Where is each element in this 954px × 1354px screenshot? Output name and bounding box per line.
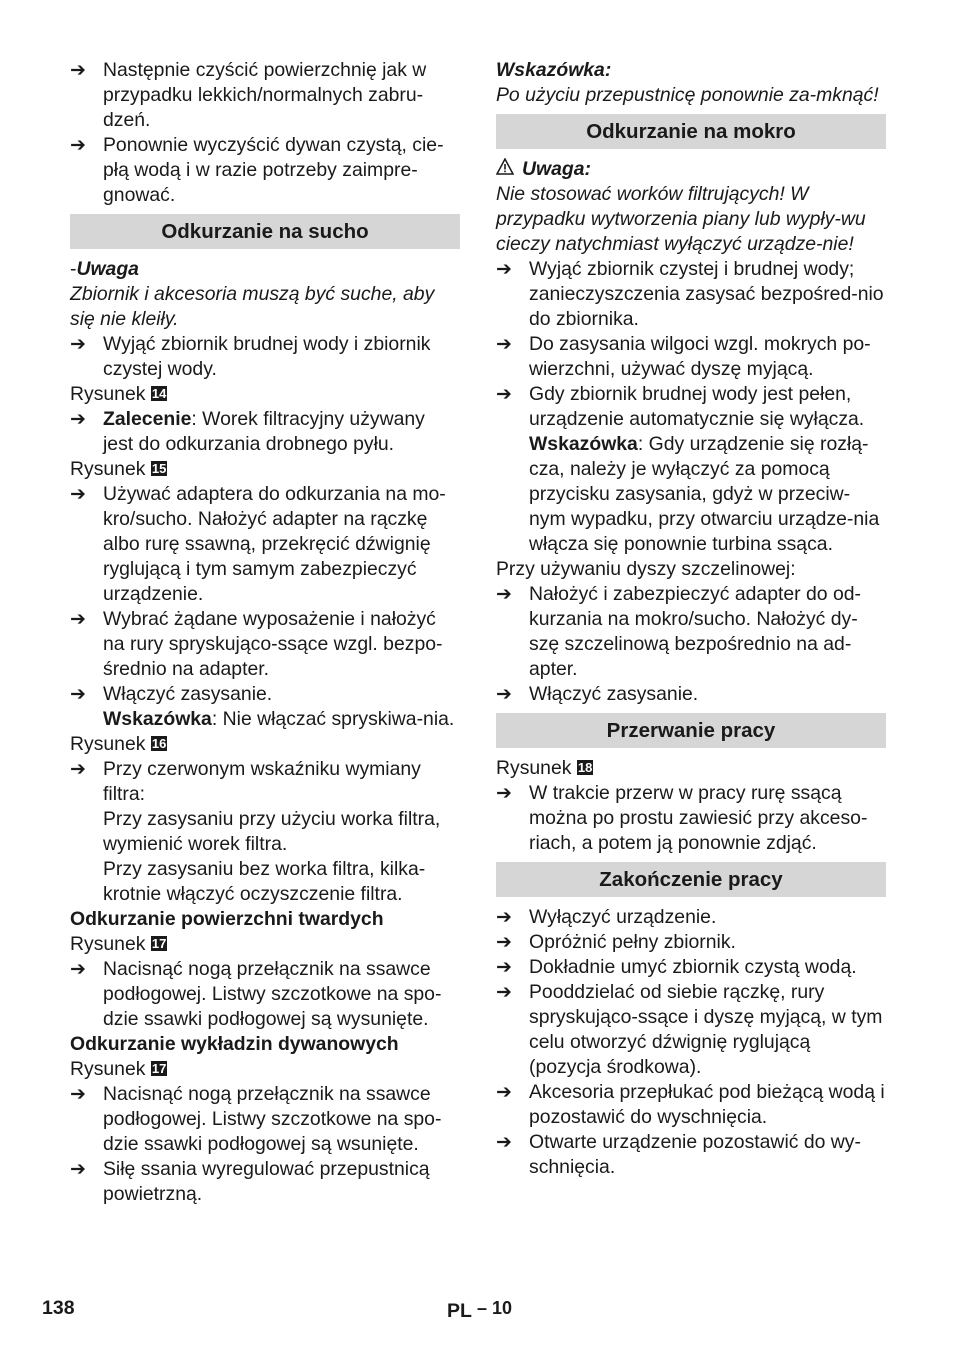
arrow-right-icon: ➔	[496, 684, 512, 705]
figure-number-badge: 17	[151, 1061, 167, 1076]
section-heading-wet: Odkurzanie na mokro	[496, 114, 886, 149]
arrow-right-icon: ➔	[496, 957, 512, 978]
paragraph: Przy używaniu dyszy szczelinowej:	[496, 558, 796, 580]
list-item: ➔ Otwarte urządzenie pozostawić do wy-schnięcia.	[496, 1131, 861, 1178]
figure-reference: Rysunek 15	[70, 458, 167, 480]
figure-reference: Rysunek 17	[70, 1058, 167, 1080]
section-heading-end: Zakończenie pracy	[496, 862, 886, 897]
arrow-right-icon: ➔	[70, 484, 86, 505]
tip-text: Po użyciu przepustnicę ponownie za-mknąć!	[496, 84, 879, 106]
arrow-right-icon: ➔	[70, 135, 86, 156]
arrow-right-icon: ➔	[496, 259, 512, 280]
right-column	[496, 58, 886, 1180]
arrow-right-icon: ➔	[496, 907, 512, 928]
arrow-right-icon: ➔	[496, 584, 512, 605]
section-heading-dry: Odkurzanie na sucho	[70, 214, 460, 249]
list-item: ➔ W trakcie przerw w pracy rurę ssącą można po prostu zawiesić przy akceso-riach, a potem ją ponownie zdjąć.	[496, 782, 868, 854]
list-item: ➔ Włączyć zasysanie.	[70, 683, 273, 705]
list-item: ➔ Zalecenie: Worek filtracyjny używany jest do odkurzania drobnego pyłu.	[70, 408, 425, 455]
sub-paragraph: Przy zasysaniu przy użyciu worka filtra, wymienić worek filtra.	[103, 808, 441, 855]
arrow-right-icon: ➔	[70, 959, 86, 980]
figure-number-badge: 14	[151, 386, 167, 401]
arrow-right-icon: ➔	[70, 759, 86, 780]
page-number: 138	[42, 1297, 75, 1319]
warning-text: Nie stosować worków filtrujących! W przypadku wytworzenia piany lub wypły-wu cieczy natychmiast wyłączyć urządze-nie!	[496, 183, 866, 255]
list-item: ➔ Nacisnąć nogą przełącznik na ssawce podłogowej. Listwy szczotkowe na spo-dzie ssawki podłogowej są wysunięte.	[70, 958, 442, 1030]
warning-title: Uwaga:	[496, 157, 886, 182]
figure-number-badge: 18	[577, 760, 593, 775]
list-item: ➔ Siłę ssania wyregulować przepustnicą powietrzną.	[70, 1158, 430, 1205]
arrow-right-icon: ➔	[70, 1159, 86, 1180]
list-item: ➔ Wybrać żądane wyposażenie i nałożyć na rury spryskująco-ssące wzgl. bezpo-średnio na adapter.	[70, 608, 443, 680]
list-item: ➔ Ponownie wyczyścić dywan czystą, cie-płą wodą i w razie potrzeby zaimpre-gnować.	[70, 134, 444, 206]
warning-text: Zbiornik i akcesoria muszą być suche, aby się nie kleiły.	[70, 283, 435, 330]
list-item: ➔ Przy czerwonym wskaźniku wymiany filtra:	[70, 758, 421, 805]
subsection-title-hard: Odkurzanie powierzchni twardych	[70, 908, 384, 930]
arrow-right-icon: ➔	[70, 1084, 86, 1105]
list-item: ➔ Nałożyć i zabezpieczyć adapter do od-kurzania na mokro/sucho. Nałożyć dy-szę szczelinową bezpośrednio na ad-apter.	[496, 583, 861, 680]
arrow-right-icon: ➔	[496, 384, 512, 405]
figure-number-badge: 16	[151, 736, 167, 751]
arrow-right-icon: ➔	[70, 609, 86, 630]
warning-triangle-icon	[496, 157, 522, 182]
footer-section: – 10	[477, 1298, 513, 1318]
note: Wskazówka: Nie włączać spryskiwa-nia.	[103, 708, 455, 730]
arrow-right-icon: ➔	[70, 684, 86, 705]
list-item: ➔ Wyjąć zbiornik brudnej wody i zbiornik czystej wody.	[70, 333, 431, 380]
figure-number-badge: 17	[151, 936, 167, 951]
sub-paragraph: Przy zasysaniu bez worka filtra, kilka-krotnie włączyć oczyszczenie filtra.	[103, 858, 426, 905]
arrow-right-icon: ➔	[70, 334, 86, 355]
list-item: ➔ Dokładnie umyć zbiornik czystą wodą.	[496, 956, 857, 978]
note: Wskazówka: Gdy urządzenie się rozłą-cza, należy je wyłączyć za pomocą przycisku zasysania, gdyż w przeciw-nym wypadku, przy otwarciu urządze-nia włącza się ponownie turbina ssąca.	[529, 433, 880, 555]
figure-reference: Rysunek 18	[496, 757, 593, 779]
list-item: ➔ Wyjąć zbiornik czystej i brudnej wody; zanieczyszczenia zasysać bezpośred-nio do zbiornika.	[496, 258, 884, 330]
list-item: ➔ Następnie czyścić powierzchnię jak w przypadku lekkich/normalnych zabru-dzeń.	[70, 59, 427, 131]
arrow-right-icon: ➔	[70, 409, 86, 430]
list-item: ➔ Akcesoria przepłukać pod bieżącą wodą i pozostawić do wyschnięcia.	[496, 1081, 885, 1128]
arrow-right-icon: ➔	[70, 60, 86, 81]
tip-title: Wskazówka:	[496, 59, 612, 81]
arrow-right-icon: ➔	[496, 1082, 512, 1103]
list-item: ➔ Włączyć zasysanie.	[496, 683, 699, 705]
figure-reference: Rysunek 14	[70, 383, 167, 405]
warning-title: -Uwaga	[70, 258, 139, 280]
footer-lang: PL – 10	[447, 1298, 513, 1322]
list-item: ➔ Pooddzielać od siebie rączkę, rury spryskująco-ssące i dyszę myjącą, w tym celu otworzyć dźwignię ryglującą (pozycja środkowa).	[496, 981, 883, 1078]
arrow-right-icon: ➔	[496, 783, 512, 804]
list-item: ➔ Gdy zbiornik brudnej wody jest pełen, urządzenie automatycznie się wyłącza.	[496, 383, 865, 430]
arrow-right-icon: ➔	[496, 932, 512, 953]
figure-number-badge: 15	[151, 461, 167, 476]
arrow-right-icon: ➔	[496, 334, 512, 355]
figure-reference: Rysunek 17	[70, 933, 167, 955]
subsection-title-carpet: Odkurzanie wykładzin dywanowych	[70, 1033, 399, 1055]
list-item: ➔ Wyłączyć urządzenie.	[496, 906, 717, 928]
list-item: ➔ Używać adaptera do odkurzania na mo-kro/sucho. Nałożyć adapter na rączkę albo rurę ssawną, przekręcić dźwignię ryglującą i tym samym zabezpieczyć urządzenie.	[70, 483, 446, 605]
list-item: ➔ Opróżnić pełny zbiornik.	[496, 931, 736, 953]
section-heading-pause: Przerwanie pracy	[496, 713, 886, 748]
left-column	[70, 58, 460, 1207]
list-item: ➔ Nacisnąć nogą przełącznik na ssawce podłogowej. Listwy szczotkowe na spo-dzie ssawki podłogowej są wsunięte.	[70, 1083, 442, 1155]
figure-reference: Rysunek 16	[70, 733, 167, 755]
arrow-right-icon: ➔	[496, 1132, 512, 1153]
arrow-right-icon: ➔	[496, 982, 512, 1003]
list-item: ➔ Do zasysania wilgoci wzgl. mokrych po-wierzchni, używać dyszę myjącą.	[496, 333, 871, 380]
